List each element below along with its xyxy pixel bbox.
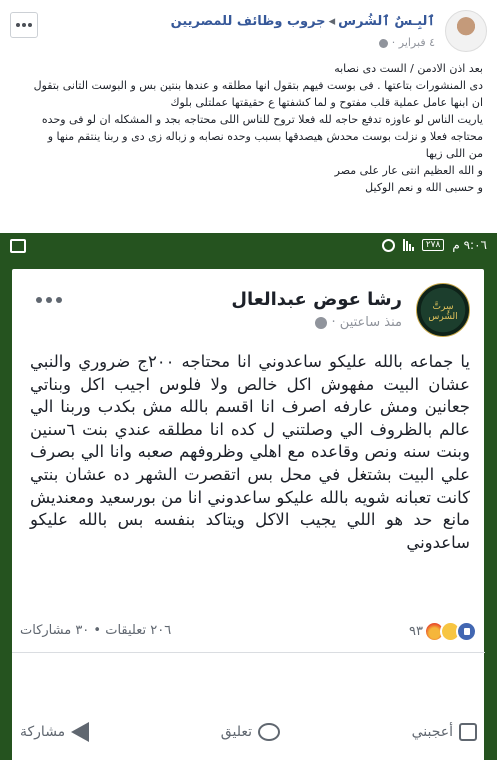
dot-icon (56, 297, 62, 303)
status-time: ٩:٠٦ م (452, 238, 487, 252)
inner-post-text: يا جماعه بالله عليكو ساعدوني انا محتاجه ٢٠٠ج ضروري والنبي عشان البيت مفهوش اكل خالص ولا فلوس اجيب اكل وبناتي جعانين ومش عارفه اصرف انا اقسم بالله مش بكدب وربنا الي عالم بالظروف الي وصلتني ل كده انا مطلقه عندي بنت ٦سنين وبنت سنه ونص وقاعده مع اهلي وظروفهم صعبه وانا الي بصرف علي البيت بشتغل في محل بس اتقصرت الشهر ده عشان بنتي كانت تعبانه شويه بالله عليكو ساعدوني انا من بورسعيد ومعنديش مانع حد هو اللي يجيب الاكل ويتاكد بنفسه بس بالله عليكو ساعدوني (30, 352, 470, 552)
post-text-line: و الله العظيم انتى عار على مصر (334, 164, 483, 177)
inner-author-avatar (416, 283, 470, 337)
post-text-line: بعد اذن الادمن / الست دى نصابه (334, 62, 483, 75)
battery-icon: ٢٧٨ (422, 239, 445, 251)
inner-more-icon (36, 297, 62, 303)
share-label: مشاركة (20, 724, 66, 740)
phone-status-bar (0, 233, 497, 261)
post-text-line: دى المنشورات بتاعتها . فى بوست فيهم بتقول انها مطلقه و عندها بنتين بس و البوست التانى بتقول (33, 79, 483, 92)
post-meta (376, 36, 435, 49)
comment-label: تعليق (220, 724, 252, 740)
dot-icon (22, 23, 26, 27)
post-time[interactable]: ٤ فبراير · (391, 36, 435, 49)
signal-icon (403, 239, 414, 251)
dot-icon (16, 23, 20, 27)
post-text-line: و حسبى الله و نعم الوكيل (365, 181, 483, 194)
like-label: أعجبني (411, 724, 453, 740)
globe-icon (315, 317, 327, 329)
dot-icon (28, 23, 32, 27)
post-text-line: ياريت الناس لو عاوزه تدفع حاجه لله فعلا تروح للناس اللى محتاجه بجد و المشكله ان لو فى وحده (41, 113, 483, 126)
attached-screenshot[interactable] (0, 233, 497, 760)
inner-post-header (26, 279, 470, 331)
avatar-logo-text: سِرتَّ الشُرس (428, 302, 458, 322)
author-name[interactable]: ٱلبِـسٌ ٱلشُرس (338, 14, 435, 29)
post-header (8, 8, 489, 56)
globe-icon (379, 39, 388, 48)
post-text (8, 60, 483, 196)
post-options-button[interactable] (10, 12, 38, 38)
dot-icon (46, 297, 52, 303)
inner-post-time: منذ ساعتين · (331, 315, 402, 330)
comments-shares-count: ٢٠٦ تعليقات • ٣٠ مشاركات (20, 623, 172, 638)
status-right (382, 238, 487, 252)
post-text-line: من اللى زيها (425, 147, 483, 160)
post-text-line: محتاجه فعلا و نزلت بوست محدش هيصدقها بسبب وحده نصابه و زباله زى دى و ربنا ينتقم منها و (47, 130, 483, 143)
alarm-icon (382, 239, 395, 252)
group-name[interactable]: جروب وظائف للمصريين (170, 14, 326, 29)
inner-post-meta (311, 315, 402, 330)
reactions-count: ٩٣ (409, 624, 423, 639)
caret-left-icon: ◂ (328, 14, 336, 29)
notification-icon (10, 239, 26, 253)
author-avatar[interactable] (445, 10, 487, 52)
author-line (171, 14, 435, 29)
inner-author-name: رشا عوض عبدالعال (231, 289, 402, 310)
post-text-line: ان ابنها عامل عملية قلب مفتوح و لما كشفتها ع حقيقتها عملتلى بلوك (170, 96, 483, 109)
inner-post-card (12, 269, 484, 760)
dot-icon (36, 297, 42, 303)
